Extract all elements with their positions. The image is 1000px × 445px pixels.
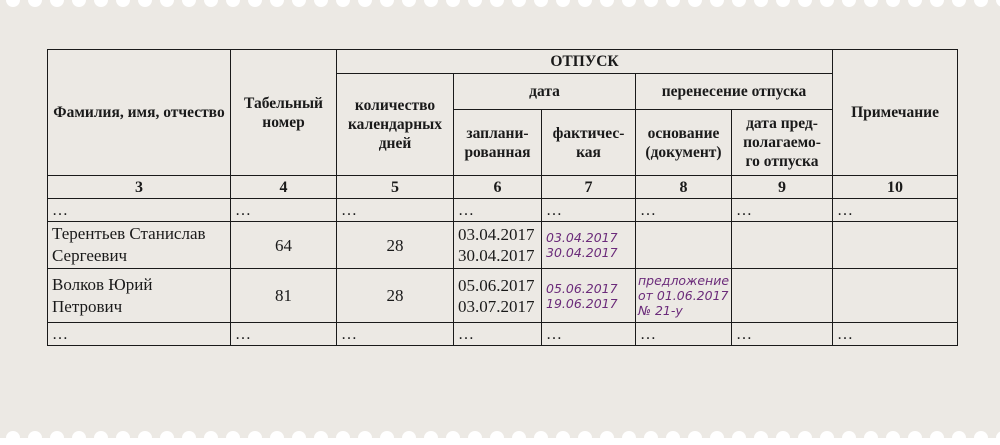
ellipsis-cell: … <box>454 199 542 222</box>
column-number: 9 <box>732 176 833 199</box>
perforation-hole <box>204 431 218 445</box>
perforation-hole <box>578 431 592 445</box>
planned-dates: 05.06.2017 03.07.2017 <box>454 269 542 323</box>
perforation-hole <box>798 431 812 445</box>
perforation-hole <box>72 0 86 7</box>
basis-document: предложение от 01.06.2017 № 21-у <box>636 269 732 323</box>
employee-name: Терентьев Станислав Сергеевич <box>48 222 231 269</box>
perforation-hole <box>116 0 130 7</box>
ellipsis-cell: … <box>454 323 542 346</box>
table-row <box>48 222 958 269</box>
perforation-hole <box>886 431 900 445</box>
perforation-hole <box>94 0 108 7</box>
perforation-hole <box>600 431 614 445</box>
perforation-hole <box>974 0 988 7</box>
perforation-hole <box>138 0 152 7</box>
perforation-hole <box>160 0 174 7</box>
perforation-hole <box>94 431 108 445</box>
perforation-hole <box>688 431 702 445</box>
perforation-hole <box>138 431 152 445</box>
perforation-hole <box>644 431 658 445</box>
perforation-hole <box>688 0 702 7</box>
perforation-hole <box>468 0 482 7</box>
perforation-hole <box>600 0 614 7</box>
ellipsis-cell: … <box>636 199 732 222</box>
perforation-hole <box>336 431 350 445</box>
perforation-hole <box>270 431 284 445</box>
ellipsis-row-bottom <box>48 323 958 346</box>
ellipsis-cell: … <box>48 199 231 222</box>
perforation-hole <box>248 431 262 445</box>
column-number: 8 <box>636 176 732 199</box>
perforation-hole <box>974 431 988 445</box>
perforation-hole <box>270 0 284 7</box>
ellipsis-cell: … <box>833 323 958 346</box>
perforation-hole <box>578 0 592 7</box>
perforation-hole <box>6 0 20 7</box>
ellipsis-cell: … <box>833 199 958 222</box>
column-number: 3 <box>48 176 231 199</box>
perforation-hole <box>996 431 1000 445</box>
vacation-schedule-form <box>47 49 958 346</box>
perforation-hole <box>732 0 746 7</box>
ellipsis-cell: … <box>337 199 454 222</box>
perforation-hole <box>886 0 900 7</box>
perforation-hole <box>358 0 372 7</box>
perforation-hole <box>28 0 42 7</box>
ellipsis-cell: … <box>732 323 833 346</box>
perforation-hole <box>402 0 416 7</box>
perforation-hole <box>292 431 306 445</box>
perforation-hole <box>28 431 42 445</box>
perforation-hole <box>314 0 328 7</box>
perforation-hole <box>930 0 944 7</box>
perforation-hole <box>710 431 724 445</box>
perforation-hole <box>50 431 64 445</box>
perforation-hole <box>820 431 834 445</box>
actual-dates: 03.04.2017 30.04.2017 <box>542 222 636 269</box>
perforation-hole <box>864 431 878 445</box>
actual-dates: 05.06.2017 19.06.2017 <box>542 269 636 323</box>
perforation-hole <box>534 431 548 445</box>
perforation-hole <box>666 431 680 445</box>
perforation-hole <box>160 431 174 445</box>
perforation-hole <box>72 431 86 445</box>
perforation-hole <box>50 0 64 7</box>
perforation-hole <box>248 0 262 7</box>
perforation-hole <box>908 0 922 7</box>
perforation-hole <box>512 0 526 7</box>
perforation-hole <box>842 0 856 7</box>
perforation-hole <box>468 431 482 445</box>
perforation-hole <box>820 0 834 7</box>
header-remarks: Примечание <box>833 50 958 176</box>
perforation-hole <box>380 431 394 445</box>
perforation-hole <box>292 0 306 7</box>
header-expected-vacation-date: дата пред-полагаемо-го отпуска <box>732 110 833 176</box>
perforation-top <box>0 0 1000 7</box>
perforation-hole <box>622 431 636 445</box>
planned-dates: 03.04.2017 30.04.2017 <box>454 222 542 269</box>
perforation-hole <box>842 431 856 445</box>
column-number: 4 <box>231 176 337 199</box>
perforation-hole <box>424 431 438 445</box>
employee-name: Волков Юрий Петрович <box>48 269 231 323</box>
perforation-hole <box>358 431 372 445</box>
vacation-schedule-table <box>47 49 958 346</box>
column-number: 10 <box>833 176 958 199</box>
perforation-hole <box>864 0 878 7</box>
perforation-hole <box>182 431 196 445</box>
ellipsis-cell: … <box>542 323 636 346</box>
perforation-hole <box>380 0 394 7</box>
perforation-hole <box>776 0 790 7</box>
personnel-number: 64 <box>231 222 337 269</box>
header-actual-date: фактичес-кая <box>542 110 636 176</box>
perforation-hole <box>776 431 790 445</box>
perforation-hole <box>336 0 350 7</box>
perforation-hole <box>556 0 570 7</box>
calendar-days: 28 <box>337 222 454 269</box>
perforation-hole <box>644 0 658 7</box>
header-basis-document: основание (документ) <box>636 110 732 176</box>
ellipsis-cell: … <box>48 323 231 346</box>
perforation-hole <box>534 0 548 7</box>
ellipsis-cell: … <box>337 323 454 346</box>
column-number-row <box>48 176 958 199</box>
table-row <box>48 269 958 323</box>
perforation-hole <box>490 0 504 7</box>
perforation-hole <box>6 431 20 445</box>
expected-vacation-date <box>732 269 833 323</box>
perforation-hole <box>402 431 416 445</box>
remarks <box>833 269 958 323</box>
header-full-name: Фамилия, имя, отчество <box>48 50 231 176</box>
column-number: 7 <box>542 176 636 199</box>
ellipsis-cell: … <box>636 323 732 346</box>
header-vacation: ОТПУСК <box>337 50 833 74</box>
column-number: 6 <box>454 176 542 199</box>
perforation-hole <box>952 0 966 7</box>
perforation-hole <box>512 431 526 445</box>
expected-vacation-date <box>732 222 833 269</box>
perforation-hole <box>226 431 240 445</box>
column-number: 5 <box>337 176 454 199</box>
header-calendar-days: количество календарных дней <box>337 74 454 176</box>
perforation-hole <box>556 431 570 445</box>
ellipsis-cell: … <box>231 199 337 222</box>
ellipsis-row-top <box>48 199 958 222</box>
perforation-hole <box>490 431 504 445</box>
perforation-hole <box>754 0 768 7</box>
perforation-hole <box>446 0 460 7</box>
header-personnel-number: Табельный номер <box>231 50 337 176</box>
perforation-hole <box>446 431 460 445</box>
remarks <box>833 222 958 269</box>
ellipsis-cell: … <box>732 199 833 222</box>
perforation-hole <box>952 431 966 445</box>
perforation-hole <box>930 431 944 445</box>
perforation-hole <box>754 431 768 445</box>
perforation-hole <box>622 0 636 7</box>
perforation-hole <box>732 431 746 445</box>
perforation-hole <box>226 0 240 7</box>
perforation-hole <box>710 0 724 7</box>
calendar-days: 28 <box>337 269 454 323</box>
basis-document <box>636 222 732 269</box>
perforation-hole <box>666 0 680 7</box>
perforation-hole <box>182 0 196 7</box>
perforation-hole <box>424 0 438 7</box>
perforation-hole <box>204 0 218 7</box>
perforation-hole <box>116 431 130 445</box>
perforation-hole <box>908 431 922 445</box>
personnel-number: 81 <box>231 269 337 323</box>
perforation-hole <box>996 0 1000 7</box>
perforation-hole <box>798 0 812 7</box>
perforation-hole <box>314 431 328 445</box>
ellipsis-cell: … <box>542 199 636 222</box>
ellipsis-cell: … <box>231 323 337 346</box>
header-postponement: перенесение отпуска <box>636 74 833 110</box>
header-planned-date: заплани-рованная <box>454 110 542 176</box>
header-date: дата <box>454 74 636 110</box>
perforation-bottom <box>0 431 1000 445</box>
